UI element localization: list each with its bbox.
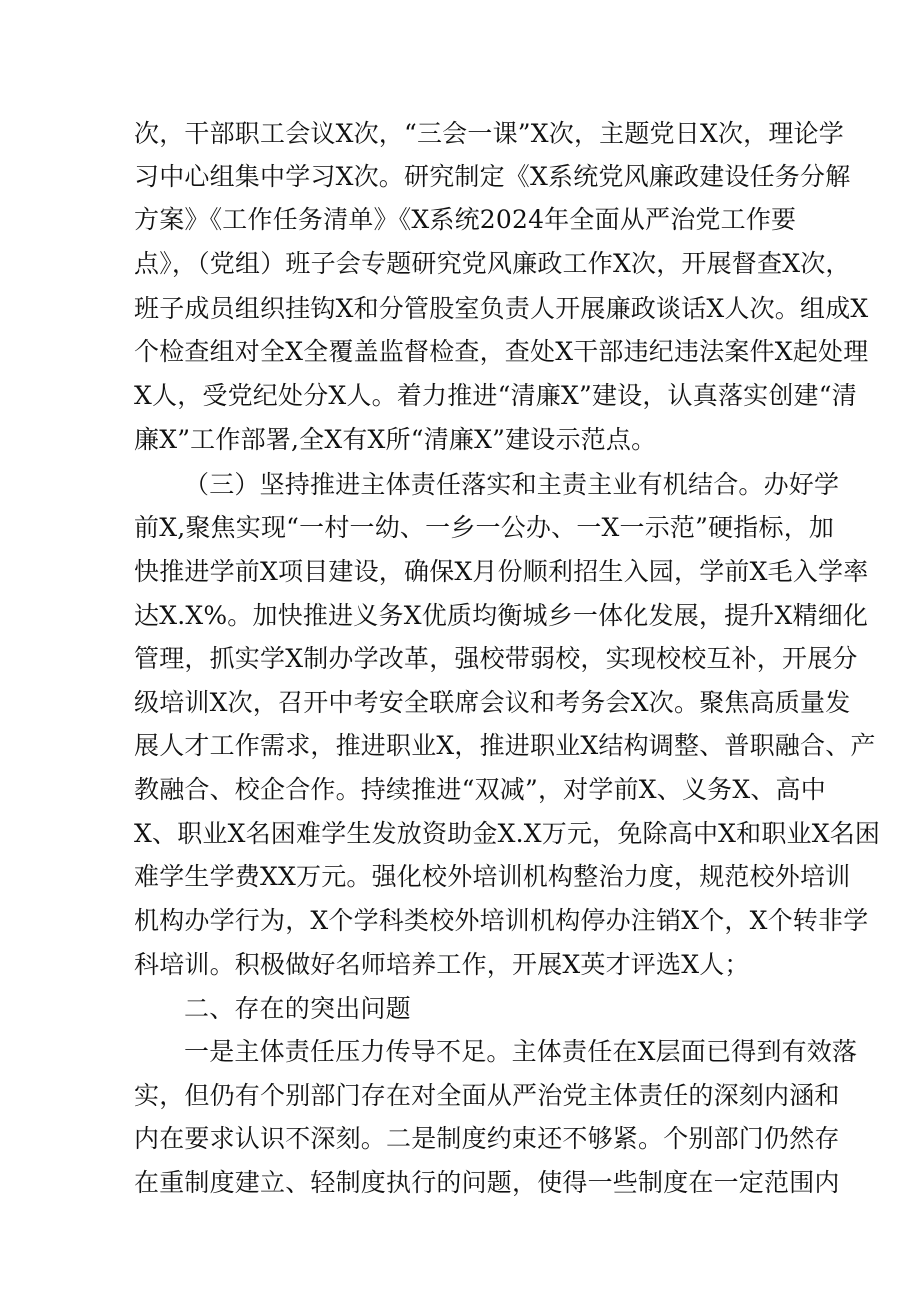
text-line: 前X,聚焦实现“一村一幼、一乡一公办、一X一示范”硬指标，加 (134, 513, 835, 542)
text-line: 展人才工作需求，推进职业X，推进职业X结构调整、普职融合、产 (134, 731, 876, 760)
text-line: 科培训。积极做好名师培养工作，开展X英才评选X人； (134, 950, 750, 979)
section-heading-paragraph: （三）坚持推进主体责任落实和主责主业有机结合。办好学 (184, 470, 840, 499)
text-line: 廉X”工作部署,全X有X所“清廉X”建设示范点。 (134, 425, 657, 454)
text-line: 达X.X%。加快推进义务X优质均衡城乡一体化发展，提升X精细化 (134, 601, 869, 630)
text-line: 实，但仍有个别部门存在对全面从严治党主体责任的深刻内涵和 (134, 1081, 840, 1110)
text-line: 机构办学行为，X个学科类校外培训机构停办注销X个，X个转非学 (134, 906, 869, 935)
text-line: 班子成员组织挂钩X和分管股室负责人开展廉政谈话X人次。组成X (134, 294, 869, 323)
text-line: 个检查组对全X全覆盖监督检查，查处X干部违纪违法案件X起处理 (134, 337, 869, 366)
text-line: 管理，抓实学X制办学改革，强校带弱校，实现校校互补，开展分 (134, 644, 858, 673)
text-line: 内在要求认识不深刻。二是制度约束还不够紧。个别部门仍然存 (134, 1124, 840, 1153)
text-line: 级培训X次，召开中考安全联席会议和考务会X次。聚焦高质量发 (134, 688, 851, 717)
text-line: 点》，（党组）班子会专题研究党风廉政工作X次，开展督查X次， (134, 249, 851, 278)
text-line: 难学生学费XX万元。强化校外培训机构整治力度，规范校外培训 (134, 862, 851, 891)
text-line: 习中心组集中学习X次。研究制定《X系统党风廉政建设任务分解 (134, 162, 851, 191)
text-line: 次，干部职工会议X次，“三会一课”X次，主题党日X次，理论学 (134, 119, 844, 148)
section-heading: 二、存在的突出问题 (184, 994, 411, 1023)
paragraph-start-line: 一是主体责任压力传导不足。主体责任在X层面已得到有效落 (184, 1037, 858, 1066)
text-line: 在重制度建立、轻制度执行的问题，使得一些制度在一定范围内 (134, 1168, 840, 1197)
text-line: 教融合、校企合作。持续推进“双减”，对学前X、义务X、高中 (134, 775, 826, 804)
text-line: 方案》《工作任务清单》《X系统2024年全面从严治党工作要 (134, 205, 797, 234)
text-line: X人，受党纪处分X人。着力推进“清廉X”建设，认真落实创建“清 (134, 381, 857, 410)
text-line: 快推进学前X项目建设，确保X月份顺利招生入园，学前X毛入学率 (134, 557, 869, 586)
text-line: X、职业X名困难学生发放资助金X.X万元，免除高中X和职业X名困 (134, 819, 881, 848)
